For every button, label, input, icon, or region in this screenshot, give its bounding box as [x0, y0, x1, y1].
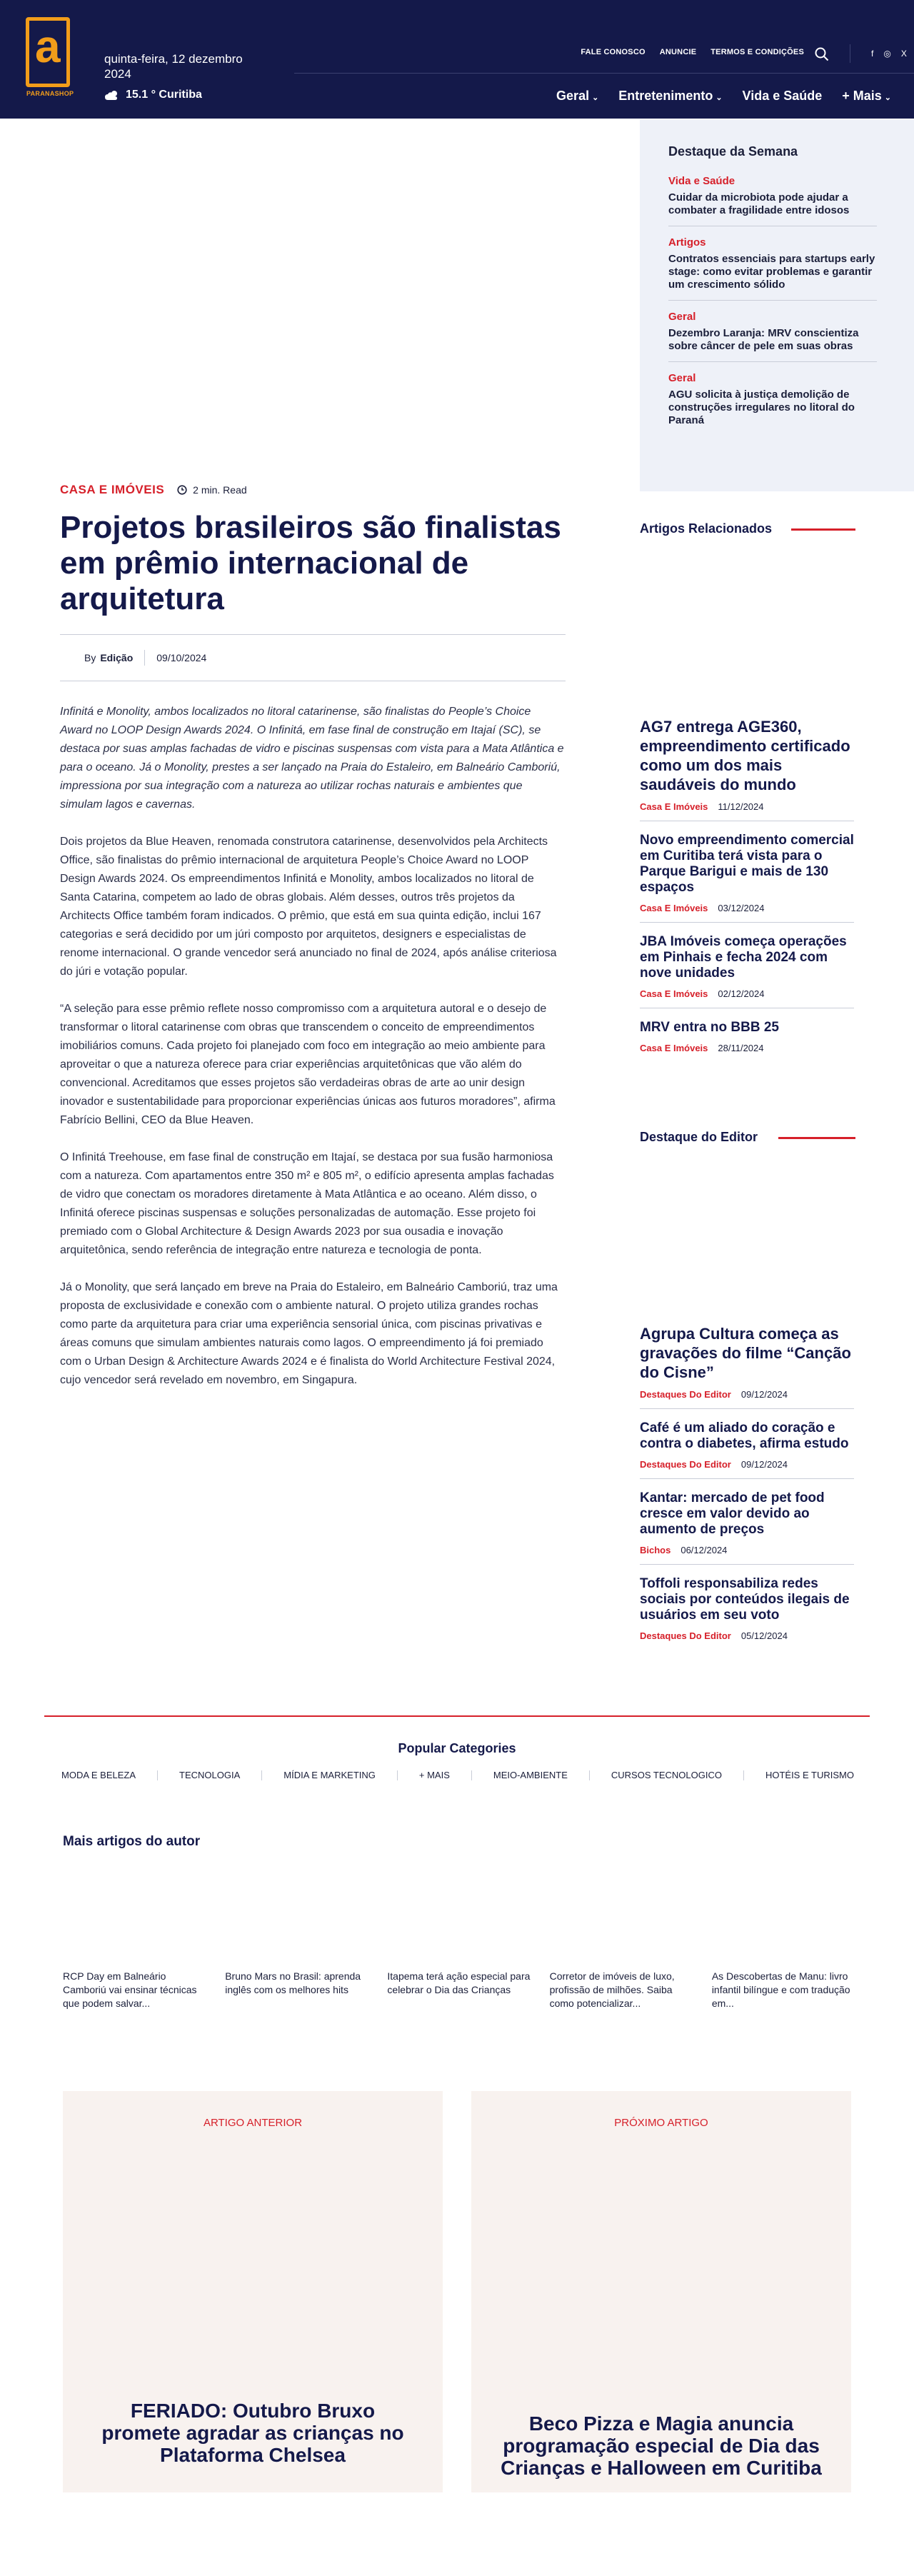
more-author-item[interactable]: Corretor de imóveis de luxo, profissão de milhões. Saiba como potencializar...: [549, 1970, 675, 2009]
destaque-headline[interactable]: AGU solicita à justiça demolição de construções irregulares no litoral do Paraná: [668, 389, 855, 426]
article-lead: Infinitá e Monolity, ambos localizados no litoral catarinense, são finalistas do People’s Choice Award no LOOP Design Awards 2024. O Infinitá, em fase final de construção em Itajaí (SC), se destaca por suas amplas fachadas de vidro e piscinas suspensas com vista para a Mata Atlântica e para o oceano. Já o Monolity, prestes a ser lançado na Praia do Estaleiro, em Balneário Camboriú, impressiona por sua integração com a natureza ao utilizar rochas naturais e ambientes que simulam lagos e cavernas.: [60, 706, 564, 811]
previous-article-card[interactable]: [63, 2091, 443, 2492]
destaque-headline[interactable]: Contratos essenciais para startups early stage: como evitar problemas e garantir um crescimento sólido: [668, 253, 875, 291]
x-twitter-icon[interactable]: X: [900, 49, 907, 59]
related-rule: [791, 528, 855, 531]
editor-meta: [640, 1389, 854, 1400]
destaque-category[interactable]: Vida e Saúde: [668, 175, 735, 187]
related-item[interactable]: [640, 934, 854, 1008]
top-links: [581, 48, 804, 56]
editor-item[interactable]: [640, 1324, 854, 1409]
related-meta: [640, 1043, 854, 1053]
editor-date: 05/12/2024: [740, 1630, 788, 1641]
editor-item[interactable]: [640, 1490, 854, 1565]
related-category[interactable]: Casa E Imóveis: [640, 903, 708, 913]
related-date: 11/12/2024: [718, 801, 764, 812]
read-time: 2 min. Read: [177, 484, 246, 496]
social-links: [871, 49, 907, 59]
nav-vida-e-saude[interactable]: Vida e Saúde: [742, 89, 823, 103]
related-date: 03/12/2024: [718, 903, 765, 913]
related-category[interactable]: Casa E Imóveis: [640, 988, 708, 999]
related-title[interactable]: AG7 entrega AGE360, empreendimento certificado como um dos mais saudáveis do mundo: [640, 718, 850, 793]
category-separator: [589, 1770, 590, 1780]
link-fale-conosco[interactable]: FALE CONOSCO: [581, 48, 646, 56]
clock-icon: [177, 485, 187, 495]
category-separator: [397, 1770, 398, 1780]
header-weather: [104, 89, 202, 101]
destaque-headline[interactable]: Dezembro Laranja: MRV conscientiza sobre câncer de pele em suas obras: [668, 327, 859, 352]
editor-title[interactable]: Agrupa Cultura começa as gravações do filme “Canção do Cisne”: [640, 1325, 851, 1381]
article-category[interactable]: CASA E IMÓVEIS: [60, 483, 165, 496]
more-author-grid: [63, 1970, 855, 2010]
editor-rule: [778, 1137, 855, 1139]
destaque-category[interactable]: Geral: [668, 372, 696, 384]
destaque-headline[interactable]: Cuidar da microbiota pode ajudar a combater a fragilidade entre idosos: [668, 191, 850, 216]
destaque-category[interactable]: Artigos: [668, 236, 706, 249]
popular-divider: [44, 1715, 870, 1717]
related-meta: [640, 988, 854, 999]
editor-heading: Destaque do Editor: [640, 1130, 758, 1144]
destaque-category[interactable]: Geral: [668, 311, 696, 323]
destaque-item[interactable]: [668, 236, 877, 301]
related-title[interactable]: MRV entra no BBB 25: [640, 1020, 779, 1035]
site-logo[interactable]: [26, 17, 70, 87]
logo-letter: a: [35, 21, 61, 72]
editor-meta: [640, 1545, 854, 1555]
search-icon[interactable]: [815, 47, 829, 61]
by-label: By: [84, 652, 96, 663]
article-paragraph: Dois projetos da Blue Heaven, renomada construtora catarinense, desenvolvidos pela Architects Office, são finalistas do prêmio internacional de arquitetura People’s Choice Award no LOOP Design Awards 2024. Os empreendimentos Infinitá e Monolity, ambos localizados no litoral de Santa Catarina, competem ao lado de obras globais. Além desses, outros três projetos da Architects Office também foram indicados. O prêmio, que está em sua quinta edição, inclui 167 categorias e será decidido por um júri composto por arquitetos, designers e especialistas de renome internacional. O grande vencedor será anunciado no final de 2024, após análise criteriosa do júri e votação popular.: [60, 836, 557, 978]
article-date: 09/10/2024: [156, 652, 207, 663]
more-author-item[interactable]: RCP Day em Balneário Camboriú vai ensinar técnicas que podem salvar...: [63, 1970, 197, 2009]
editor-category[interactable]: Destaques Do Editor: [640, 1459, 731, 1470]
article-meta: [60, 483, 247, 497]
next-article-title[interactable]: Beco Pizza e Magia anuncia programação especial de Dia das Crianças e Halloween em Curitiba: [501, 2412, 822, 2479]
editor-category[interactable]: Bichos: [640, 1545, 671, 1555]
related-meta: [640, 903, 854, 913]
related-meta: [640, 801, 854, 812]
previous-article-label: ARTIGO ANTERIOR: [203, 2117, 303, 2129]
popular-category-link[interactable]: MODA E BELEZA: [61, 1770, 136, 1780]
more-author-item[interactable]: Itapema terá ação especial para celebrar o Dia das Crianças: [387, 1970, 531, 1995]
cloud-sun-icon: [104, 89, 120, 101]
editor-meta: [640, 1630, 854, 1641]
editor-category[interactable]: Destaques Do Editor: [640, 1389, 731, 1400]
instagram-icon[interactable]: ◎: [883, 49, 891, 59]
popular-category-link[interactable]: HOTÉIS E TURISMO: [765, 1770, 854, 1780]
nav-mais[interactable]: + Mais ⌄: [842, 89, 891, 103]
editor-list: [640, 1324, 854, 1661]
article-title: Projetos brasileiros são finalistas em prêmio internacional de arquitetura: [60, 510, 561, 616]
more-author-title: Mais artigos do autor: [63, 1834, 201, 1849]
category-separator: [471, 1770, 472, 1780]
popular-title: Popular Categories: [398, 1741, 516, 1755]
more-author-item[interactable]: As Descobertas de Manu: livro infantil bilíngue e com tradução em...: [711, 1970, 850, 2009]
destaque-title: Destaque da Semana: [668, 144, 798, 159]
editor-date: 06/12/2024: [681, 1545, 728, 1555]
related-date: 02/12/2024: [718, 988, 765, 999]
destaque-item[interactable]: [668, 372, 877, 436]
chevron-down-icon: ⌄: [884, 94, 891, 102]
destaque-item[interactable]: [668, 311, 877, 362]
related-category[interactable]: Casa E Imóveis: [640, 1043, 708, 1053]
related-list: [640, 717, 854, 1073]
main-nav: [556, 89, 891, 104]
logo-text: PARANASHOP: [26, 90, 74, 97]
editor-date: 09/12/2024: [740, 1389, 788, 1400]
editor-title[interactable]: Kantar: mercado de pet food cresce em valor devido ao aumento de preços: [640, 1490, 825, 1537]
article-paragraph: O Infinitá Treehouse, em fase final de construção em Itajaí, se destaca por sua fusão harmoniosa com a natureza. Com apartamentos entre 350 m² e 805 m², o edifício apresenta amplas fachadas de vidro que conectam os moradores diretamente à Mata Atlântica e ao oceano. Além disso, o Infinitá oferece piscinas suspensas e soluções personalizadas de automação. Esse projeto foi premiado com o Global Architecture & Design Awards 2023 por sua ousadia e inovação arquitetônica, sendo referência de integração entre natureza e tecnologia de ponta.: [60, 1151, 554, 1256]
category-separator: [743, 1770, 744, 1780]
popular-categories: [61, 1770, 854, 1780]
related-title[interactable]: Novo empreendimento comercial em Curitiba terá vista para o Parque Barigui e mais de 130 espaços: [640, 833, 854, 895]
site-header: [0, 0, 914, 119]
popular-category-link[interactable]: MÍDIA E MARKETING: [283, 1770, 376, 1780]
more-author-item[interactable]: Bruno Mars no Brasil: aprenda inglês com os melhores hits: [225, 1970, 361, 1995]
link-termos[interactable]: TERMOS E CONDIÇÕES: [710, 48, 804, 56]
previous-article-title[interactable]: FERIADO: Outubro Bruxo promete agradar as crianças no Plataforma Chelsea: [101, 2400, 404, 2466]
category-separator: [157, 1770, 158, 1780]
editor-meta: [640, 1459, 854, 1470]
related-heading: Artigos Relacionados: [640, 521, 773, 536]
related-item[interactable]: [640, 1020, 854, 1062]
popular-category-link[interactable]: + MAIS: [418, 1770, 450, 1780]
editor-category[interactable]: Destaques Do Editor: [640, 1630, 731, 1641]
next-article-label: PRÓXIMO ARTIGO: [614, 2117, 708, 2129]
related-title[interactable]: JBA Imóveis começa operações em Pinhais e fecha 2024 com nove unidades: [640, 934, 847, 981]
weather-text: 15.1 ° Curitiba: [126, 89, 202, 101]
editor-item[interactable]: [640, 1576, 854, 1650]
related-date: 28/11/2024: [718, 1043, 764, 1053]
article-paragraph: “A seleção para esse prêmio reflete nosso compromisso com a arquitetura autoral e o desejo de transformar o litoral catarinense com obras que transcendem o conceito de empreendimentos imobiliários comuns. Cada projeto foi planejado com foco em integração ao meio ambiente para aproveitar o que a natureza oferece para criar experiências arquitetônicas que vão além do convencional. Acreditamos que esses projetos são verdadeiras obras de arte ao unir design inovador e sustentabilidade para proporcionar experiências únicas aos futuros moradores”, afirma Fabrício Bellini, CEO da Blue Heaven.: [60, 1003, 556, 1126]
link-anuncie[interactable]: ANUNCIE: [659, 48, 697, 56]
nav-geral[interactable]: Geral ⌄: [556, 89, 599, 103]
header-date: quinta-feira, 12 dezembro 2024: [104, 52, 243, 81]
article-paragraph: Já o Monolity, que será lançado em breve na Praia do Estaleiro, em Balneário Camboriú, traz uma proposta de exclusividade e conexão com o ambiente natural. O projeto utiliza grandes rochas como parte da arquitetura para criar uma experiência sensorial única, com piscinas privativas e áreas comuns que simulam ambientes naturais como lagos. O empreendimento já foi premiado com o Urban Design & Architecture Awards 2024 e é finalista do World Architecture Festival 2024, cujo vencedor será revelado em novembro, em Singapura.: [60, 1281, 558, 1386]
editor-title[interactable]: Café é um aliado do coração e contra o diabetes, afirma estudo: [640, 1420, 849, 1451]
editor-item[interactable]: [640, 1420, 854, 1479]
byline-separator: [144, 650, 145, 666]
next-article-card[interactable]: [471, 2091, 851, 2492]
header-divider: [294, 73, 914, 74]
related-item[interactable]: [640, 717, 854, 821]
destaque-item[interactable]: [668, 175, 877, 226]
destaque-semana: [640, 120, 914, 491]
related-category[interactable]: Casa E Imóveis: [640, 801, 708, 812]
article-body: [60, 703, 566, 1408]
chevron-down-icon: ⌄: [715, 94, 723, 102]
related-item[interactable]: [640, 833, 854, 923]
nav-entretenimento[interactable]: Entretenimento ⌄: [618, 89, 723, 103]
chevron-down-icon: ⌄: [592, 94, 599, 102]
editor-title[interactable]: Toffoli responsabiliza redes sociais por conteúdos ilegais de usuários em seu voto: [640, 1576, 850, 1623]
popular-category-link[interactable]: CURSOS TECNOLOGICO: [611, 1770, 722, 1780]
category-separator: [261, 1770, 262, 1780]
byline: [60, 634, 566, 681]
facebook-icon[interactable]: f: [871, 49, 874, 59]
popular-category-link[interactable]: TECNOLOGIA: [179, 1770, 241, 1780]
popular-category-link[interactable]: MEIO-AMBIENTE: [493, 1770, 568, 1780]
author-name[interactable]: Edição: [100, 652, 134, 663]
editor-date: 09/12/2024: [740, 1459, 788, 1470]
